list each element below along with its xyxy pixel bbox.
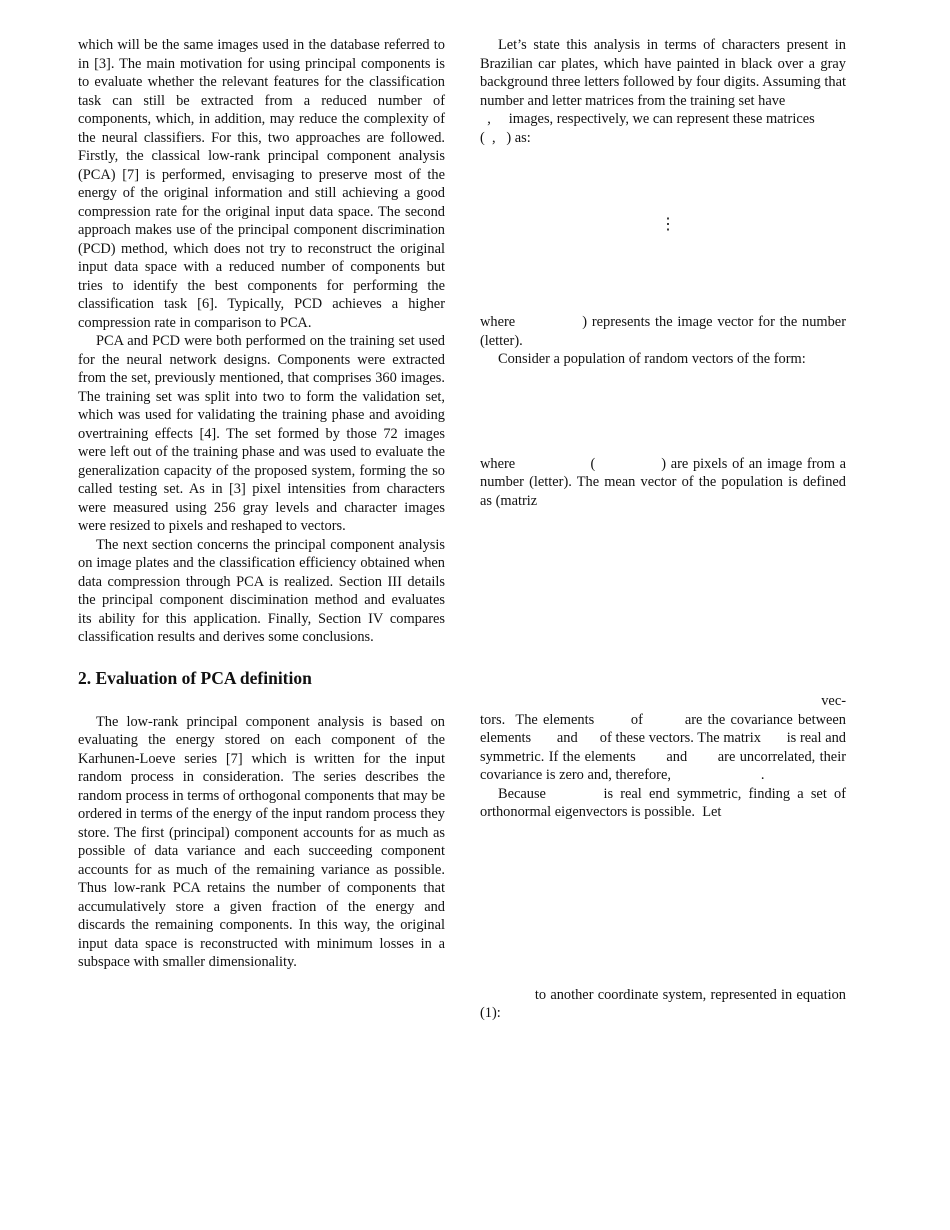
training-set-paragraph: PCA and PCD were both performed on the training set used for the neural network designs. Components were extracted from the set, previously mentioned, that comprises 360 images. The training set was split into two to form the validation set, which was used for validating the training phase and avoiding overtraining effects [4]. The set formed by those 72 images were left out of the training phase and was used to evaluate the generalization capacity of the proposed system, forming the so called testing set. As in [3] pixel intensities from characters were measured using 256 gray levels and character images were resized to pixels and reshaped to vectors.: [78, 333, 445, 534]
mean-vector-paragraph: where ( ) are pixels of an image from a number (letter). The mean vector of the population is defined as (matriz: [480, 455, 850, 509]
car-plates-text: Let’s state this analysis in terms of characters present in Brazilian car plates, which have painted in black over a gray background three letters followed by four digits. Assuming that number and letter matrices from the training set have: [480, 37, 846, 109]
car-plates-paragraph: [480, 36, 846, 110]
intro-paragraph-continued: which will be the same images used in the database referred to in [3]. The main motivation for using principal components is to evaluate whether the relevant features for the classification task can still be extracted from a reduced number of components, which, in addition, may reduce the complexity of the neural classifiers. For this, two approaches are followed. Firstly, the classical low-rank principal component analysis (PCA) [7] is performed, envisaging to preserve most of the energy of the original information and still achieving a good compression rate for the original input data space. The second approach makes use of the principal component discrimination (PCD) method, which does not try to reconstruct the original input data space with a reduced number of components but tries to identify the best components for performing the classification task [6]. Typically, PCD achieves a higher compression rate in comparison to PCA.: [78, 37, 445, 331]
matrices-as-line: ( , ) as:: [480, 129, 531, 146]
outline-paragraph: The next section concerns the principal component analysis on image plates and the classification efficiency obtained when data compression through PCA is realized. Section III details the principal component discimination method and evaluates its ability for this application. Finally, Section IV compares classification results and derives some conclusions.: [78, 536, 445, 645]
covariance-equation-area: [480, 510, 846, 692]
covariance-paragraph: tors. The elements of are the covariance between elements and of these vectors. The matrix is real and symmetric. If the elements and are uncorrelated, their covariance is zero and, therefore, .: [480, 711, 850, 783]
pca-paragraph: The low-rank principal component analysis is based on evaluating the energy stored on each component of the Karhunen-Loeve series [7] which is written for the input random process in consideration. The series describes the random process in terms of orthogonal components that may be ordered in terms of the energy of the input random process they store. The first (principal) component accounts for as much as possible of data variance and each succeeding component accounts for as much of the remaining variance as possible. Thus low-rank PCA retains the number of components that accumulatively store a given fraction of the energy and discards the remaining components. In this way, the original input data space is reconstructed with minimum losses in a subspace with smaller dimensionality.: [78, 713, 445, 970]
image-vector-paragraph: where ) represents the image vector for the number (letter).: [480, 314, 850, 349]
transform-equation-area: [480, 822, 846, 986]
vectors-hyphen-line: vec-: [821, 693, 846, 709]
eigenvectors-paragraph: Because is real end symmetric, finding a set of orthonormal eigenvectors is possible. Let: [480, 785, 850, 820]
right-column: [480, 36, 850, 1023]
random-vector-equation-area: [480, 369, 846, 455]
random-vectors-paragraph: Consider a population of random vectors of the form:: [498, 351, 806, 367]
section-heading: 2. Evaluation of PCA definition: [78, 667, 312, 688]
coordinate-system-paragraph: to another coordinate system, represented in equation (1):: [480, 986, 850, 1021]
matrix-equation-area: [480, 147, 846, 313]
matrices-line: , images, respectively, we can represent these matrices: [480, 111, 815, 127]
vertical-ellipsis: ⋮: [660, 216, 676, 233]
left-column: [78, 36, 445, 972]
